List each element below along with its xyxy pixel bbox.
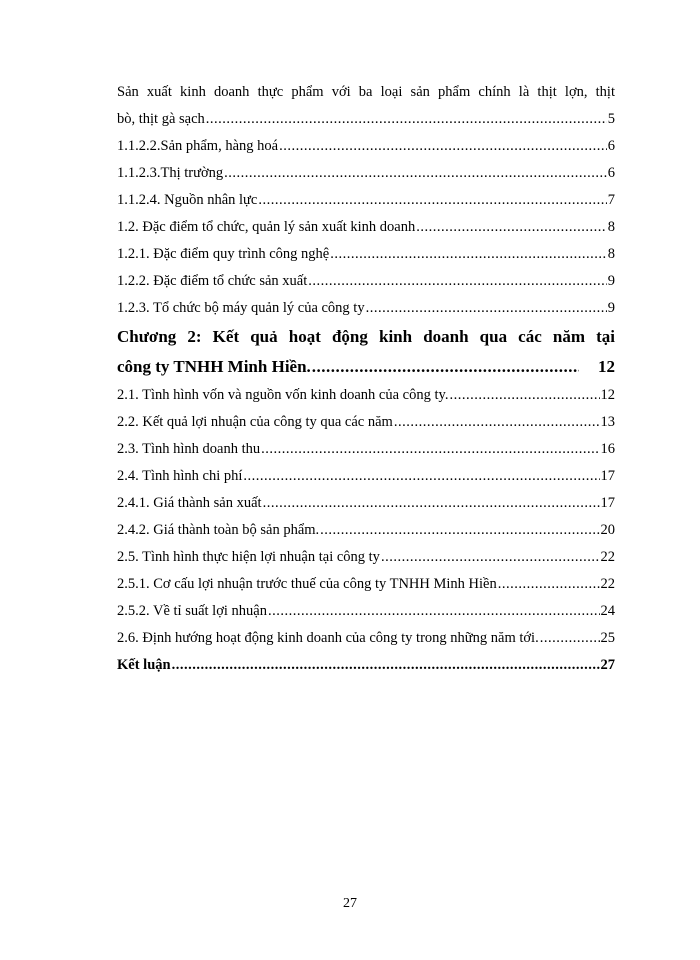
dot-leader: [540, 625, 600, 652]
toc-entry-page: 9: [607, 273, 615, 289]
dot-leader: [330, 241, 607, 268]
toc-entry: [117, 490, 615, 517]
dot-leader: [394, 409, 600, 436]
dot-leader: [381, 544, 600, 571]
toc-entry-page: 6: [607, 165, 615, 181]
dot-leader: [261, 436, 599, 463]
toc-entry-title: Kết luận: [117, 657, 171, 673]
chapter-title: công ty TNHH Minh Hiền.: [117, 357, 311, 376]
toc-entry-title: 2.4.1. Giá thành sản xuất: [117, 495, 262, 511]
dot-leader: [258, 187, 606, 214]
dot-leader: [312, 352, 579, 382]
dot-leader: [279, 133, 607, 160]
toc-entry-page: 8: [607, 219, 615, 235]
toc-entry: [117, 268, 615, 295]
toc-entry-title: 2.5.1. Cơ cấu lợi nhuận trước thuế của công ty TNHH Minh Hiền: [117, 576, 497, 592]
toc-entry: [117, 187, 615, 214]
toc-entry-title: 2.1. Tình hình vốn và nguồn vốn kinh doanh của công ty.: [117, 387, 449, 403]
dot-leader: [308, 268, 606, 295]
toc-entry-title: 1.1.2.3.Thị trường: [117, 165, 224, 181]
dot-leader: [366, 295, 607, 322]
chapter-title-line2: [117, 352, 615, 382]
chapter-title-line1: Chương 2: Kết quả hoạt động kinh doanh qua các năm tại: [117, 327, 615, 346]
toc-entry-page: 13: [600, 414, 615, 430]
toc-entry-page: 20: [600, 522, 615, 538]
toc-entry-page: 27: [600, 657, 615, 673]
toc-entry-line1: Sản xuất kinh doanh thực phẩm với ba loại sản phẩm chính là thịt lợn, thịt: [117, 84, 615, 100]
toc-entry: [117, 160, 615, 187]
toc-entry-page: 8: [607, 246, 615, 262]
toc-entry-page: 24: [600, 603, 615, 619]
toc-chapter-2: [117, 322, 615, 382]
toc-section-chapter2: [117, 382, 615, 652]
toc-entry-page: 12: [600, 387, 615, 403]
toc-entry-title: 2.4.2. Giá thành toàn bộ sản phẩm.: [117, 522, 320, 538]
dot-leader: [320, 517, 599, 544]
toc-entry-conclusion: [117, 652, 615, 679]
toc-entry-title: 2.3. Tình hình doanh thu: [117, 441, 261, 457]
toc-entry-title: 2.5.2. Về tỉ suất lợi nhuận: [117, 603, 267, 619]
dot-leader: [224, 160, 607, 187]
chapter-page: 12: [598, 357, 615, 376]
dot-leader: [172, 652, 600, 679]
dot-leader: [263, 490, 600, 517]
toc-entry-title: 2.4. Tình hình chi phí: [117, 468, 243, 484]
toc-entry: [117, 517, 615, 544]
toc-entry: [117, 214, 615, 241]
toc-entry-title: bò, thịt gà sạch: [117, 111, 205, 127]
toc-entry-page: 7: [607, 192, 615, 208]
toc-entry: [117, 295, 615, 322]
toc-entry: [117, 133, 615, 160]
toc-entry-title: 2.5. Tình hình thực hiện lợi nhuận tại công ty: [117, 549, 380, 565]
toc-entry-title: 1.2. Đặc điểm tổ chức, quản lý sản xuất kinh doanh: [117, 219, 416, 235]
toc-entry: [117, 544, 615, 571]
toc-entry-page: 25: [600, 630, 615, 646]
toc-section-chapter1: [117, 133, 615, 322]
toc-entry-page: 5: [607, 111, 615, 127]
toc-entry-page: 17: [600, 468, 615, 484]
toc-entry-continued: [117, 79, 615, 133]
toc-entry-title: 2.2. Kết quả lợi nhuận của công ty qua các năm: [117, 414, 393, 430]
toc-entry-page: 16: [600, 441, 615, 457]
toc-entry-page: 22: [600, 576, 615, 592]
toc-entry-title: 1.2.1. Đặc điểm quy trình công nghệ: [117, 246, 330, 262]
toc-entry-title: 1.2.2. Đặc điểm tổ chức sản xuất: [117, 273, 308, 289]
toc-entry: [117, 409, 615, 436]
dot-leader: [416, 214, 607, 241]
dot-leader: [449, 382, 599, 409]
toc-entry: [117, 241, 615, 268]
toc-entry: [117, 571, 615, 598]
toc-entry: [117, 598, 615, 625]
toc-entry: [117, 436, 615, 463]
toc-entry-page: 22: [600, 549, 615, 565]
toc-entry-page: 17: [600, 495, 615, 511]
page-number: 27: [343, 896, 357, 911]
table-of-contents: [117, 79, 615, 679]
toc-entry-title: 1.2.3. Tổ chức bộ máy quản lý của công ty: [117, 300, 365, 316]
toc-entry: [117, 625, 615, 652]
dot-leader: [498, 571, 600, 598]
toc-entry-title: 1.1.2.4. Nguồn nhân lực: [117, 192, 258, 208]
toc-entry: [117, 382, 615, 409]
dot-leader: [243, 463, 599, 490]
toc-entry-page: 9: [607, 300, 615, 316]
toc-entry-title: 1.1.2.2.Sản phẩm, hàng hoá: [117, 138, 279, 154]
toc-entry-title: 2.6. Định hướng hoạt động kinh doanh của công ty trong những năm tới.: [117, 630, 539, 646]
toc-entry-line2: [117, 106, 615, 133]
dot-leader: [206, 106, 607, 133]
toc-entry-page: 6: [607, 138, 615, 154]
dot-leader: [268, 598, 600, 625]
toc-entry: [117, 463, 615, 490]
